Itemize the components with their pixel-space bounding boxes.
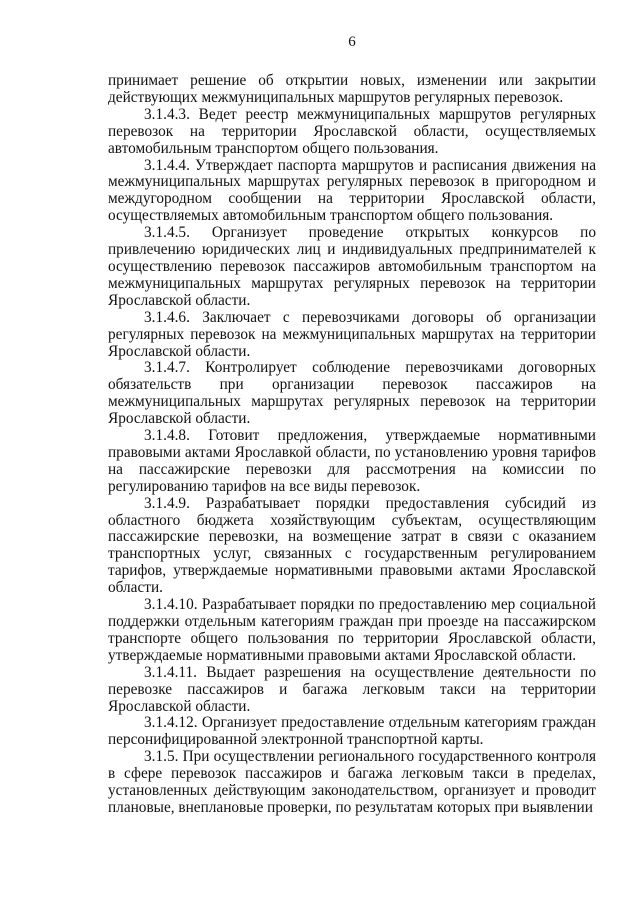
document-body — [108, 73, 596, 817]
paragraph-3-1-4-10: 3.1.4.10. Разрабатывает порядки по предоставлению мер социальной поддержки отдельным категориям граждан при проезде на пассажирском транспорте общего пользования по территории Ярославской области, утверждаемые нормативными правовыми актами Ярославской области. — [108, 596, 596, 664]
paragraph-3-1-4-8: 3.1.4.8. Готовит предложения, утверждаемые нормативными правовыми актами Ярославкой области, по установлению уровня тарифов на пассажирские перевозки для рассмотрения на комиссии по регулированию тарифов на все виды перевозок. — [108, 427, 596, 495]
paragraph-3-1-5: 3.1.5. При осуществлении регионального государственного контроля в сфере перевозок пассажиров и багажа легковым такси в пределах, установленных действующим законодательством, организует и проводит плановые, внеплановые проверки, по результатам которых при выявлении — [108, 748, 596, 816]
paragraph-3-1-4-7: 3.1.4.7. Контролирует соблюдение перевозчиками договорных обязательств при организации перевозок пассажиров на межмуниципальных маршрутах регулярных перевозок на территории Ярославской области. — [108, 359, 596, 428]
paragraph-3-1-4-5: 3.1.4.5. Организует проведение открытых конкурсов по привлечению юридических лиц и индивидуальных предпринимателей к осуществлению перевозок пассажиров автомобильным транспортом на межмуниципальных маршрутах регулярных перевозок на территории Ярославской области. — [108, 224, 596, 309]
paragraph-continuation: принимает решение об открытии новых, изменении или закрытии действующих межмуниципальных маршрутов регулярных перевозок. — [108, 72, 596, 106]
paragraph-3-1-4-12: 3.1.4.12. Организует предоставление отдельным категориям граждан персонифицированной электронной транспортной карты. — [108, 714, 596, 749]
paragraph-3-1-4-6: 3.1.4.6. Заключает с перевозчиками договоры об организации регулярных перевозок на межмуниципальных маршрутах на территории Ярославской области. — [108, 308, 596, 360]
page-number: 6 — [348, 34, 356, 50]
paragraph-3-1-4-3: 3.1.4.3. Ведет реестр межмуниципальных маршрутов регулярных перевозок на территории Ярославской области, осуществляемых автомобильным транспортом общего пользования. — [108, 105, 596, 157]
paragraph-3-1-4-4: 3.1.4.4. Утверждает паспорта маршрутов и расписания движения на межмуниципальных маршрутах регулярных перевозок в пригородном и междугородном сообщении на территории Ярославской области, осуществляемых автомобильным транспортом общего пользования. — [108, 156, 596, 225]
paragraph-3-1-4-9: 3.1.4.9. Разрабатывает порядки предоставления субсидий из областного бюджета хозяйствующим субъектам, осуществляющим пассажирские перевозки, на возмещение затрат в связи с оказанием транспортных услуг, связанных с государственным регулированием тарифов, утверждаемые нормативными правовыми актами Ярославской области. — [108, 494, 596, 597]
paragraph-3-1-4-11: 3.1.4.11. Выдает разрешения на осуществление деятельности по перевозке пассажиров и багажа легковым такси на территории Ярославской области. — [108, 663, 596, 715]
